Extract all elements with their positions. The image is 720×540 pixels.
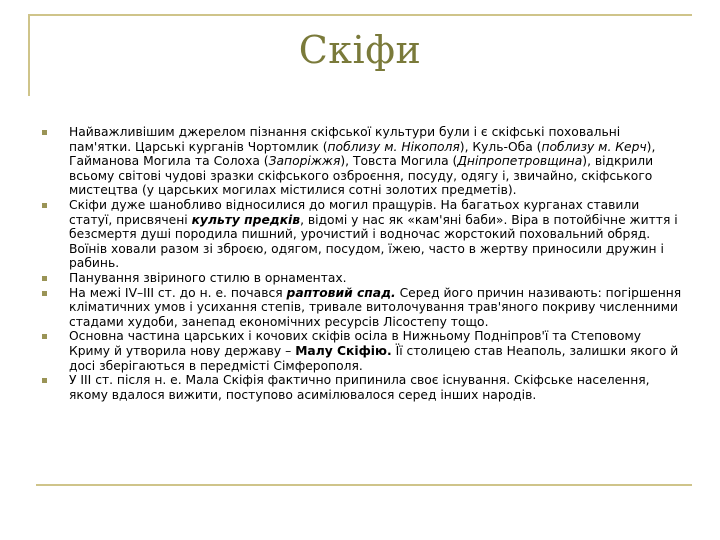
bold-term: Малу Скіфію. xyxy=(295,343,392,358)
frame-top-rule xyxy=(28,14,692,16)
square-bullet-icon xyxy=(42,203,47,208)
square-bullet-icon xyxy=(42,378,47,383)
text-run: На межі IV–III ст. до н. е. почався xyxy=(69,285,287,300)
bullet-item xyxy=(42,373,682,402)
text-run: Скіфи дуже шанобливо відносилися до могил пращурів. На багатьох курганах ставили статуї, присвячені xyxy=(69,197,640,227)
text-run: ), Куль-Оба ( xyxy=(459,139,542,154)
text-run: ), відкрили всьому світові чудові зразки скіфського озброєння, посуду, одягу і, звичайно, скіфського мистецтва (у царських могилах містилися сотні золотих предметів). xyxy=(69,154,654,198)
text-run: ), Гайманова Могила та Солоха ( xyxy=(69,139,656,169)
square-bullet-icon xyxy=(42,276,47,281)
italic-place: поблизу м. Керч xyxy=(541,139,647,154)
text-run: Найважливішим джерелом пізнання скіфської культури були і є скіфські поховальні пам'ятки. Царські курганів Чортомлик ( xyxy=(69,125,621,154)
bullet-text xyxy=(69,198,678,270)
bullet-item xyxy=(42,271,682,286)
bullet-text: У III ст. після н. е. Мала Скіфія фактично припинила своє існування. Скіфське населення, якому вдалося вижити, поступово асимілювалося серед інших народів. xyxy=(69,373,650,402)
bullet-text xyxy=(69,286,681,329)
italic-place: Запоріжжя xyxy=(268,154,341,169)
bullet-item xyxy=(42,329,682,373)
bullet-item xyxy=(42,286,682,330)
bullet-item xyxy=(42,198,682,271)
bullet-text xyxy=(69,329,678,372)
italic-place: Дніпропетровщина xyxy=(457,154,583,169)
bold-italic-term: культу предків xyxy=(191,212,301,227)
square-bullet-icon xyxy=(42,291,47,296)
italic-place: поблизу м. Нікополя xyxy=(327,139,460,154)
text-run: Основна частина царських і кочових скіфів осіла в Нижньому Подніпров'ї та Степовому Криму й утворила нову державу – xyxy=(69,329,642,358)
bullet-text: Панування звіриного стилю в орнаментах. xyxy=(69,270,347,285)
square-bullet-icon xyxy=(42,334,47,339)
bold-italic-term: раптовий спад. xyxy=(286,285,396,300)
text-run: , відомі у нас як «кам'яні баби». Віра в потойбічне життя і безсмертя душі породила пишний, урочистий і водночас жорстокий поховальний обряд. Воїнів ховали разом зі зброєю, одягом, посудом, їжею, часто в жертву приносили дружин і рабинь. xyxy=(69,212,678,271)
text-run: ), Товста Могила ( xyxy=(340,154,458,169)
text-run: Її столицею став Неаполь, залишки якого й досі зберігаються в передмісті Сімферополя. xyxy=(69,343,679,373)
bullet-item xyxy=(42,125,682,198)
square-bullet-icon xyxy=(42,130,47,135)
bottom-rule xyxy=(36,484,692,486)
bullet-text xyxy=(69,125,655,197)
text-run: Серед його причин називають: погіршення кліматичних умов і усихання степів, тривале витолочування трав'яного покриву численними стадами худоби, занепад економічних ресурсів Лісостепу тощо. xyxy=(69,285,682,329)
bullet-list xyxy=(42,125,682,402)
slide-title: Скіфи xyxy=(298,28,422,72)
